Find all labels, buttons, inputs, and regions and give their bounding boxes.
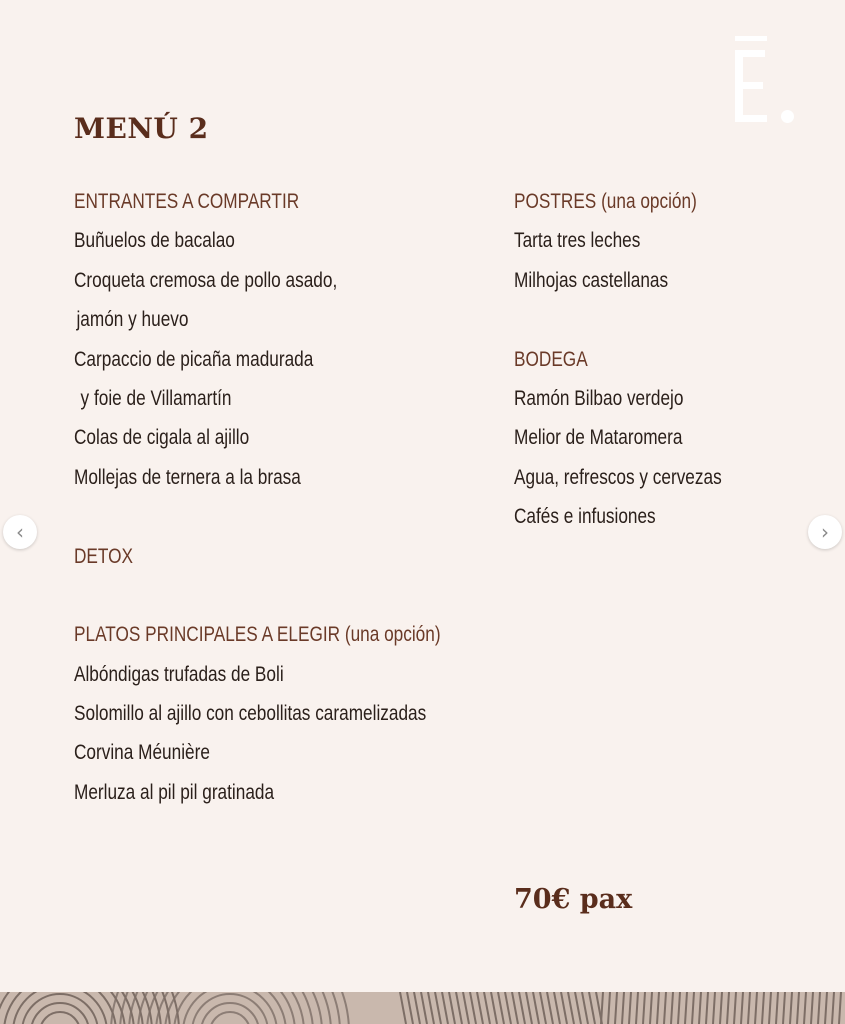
menu-price: 70€ pax: [514, 884, 633, 915]
menu-title: MENÚ 2: [74, 112, 209, 145]
menu-item: jamón y huevo: [76, 308, 189, 332]
section-heading: POSTRES (una opción): [514, 190, 697, 213]
previous-slide-button[interactable]: [3, 515, 37, 549]
menu-item: Merluza al pil pil gratinada: [74, 780, 275, 804]
decorative-pattern-band: [0, 992, 845, 1024]
menu-item: Solomillo al ajillo con cebollitas caramelizadas: [74, 702, 427, 726]
section-heading: ENTRANTES A COMPARTIR: [74, 190, 300, 213]
menu-item: y foie de Villamartín: [80, 386, 232, 410]
right-column: [514, 182, 814, 537]
menu-item: Buñuelos de bacalao: [74, 229, 235, 253]
spacer: [74, 497, 514, 536]
menu-item: Croqueta cremosa de pollo asado,: [74, 268, 338, 292]
section-heading: BODEGA: [514, 347, 588, 371]
menu-item: Ramón Bilbao verdejo: [514, 386, 684, 410]
section-heading: DETOX: [74, 544, 134, 568]
section-heading: PLATOS PRINCIPALES A ELEGIR (una opción): [74, 623, 441, 647]
menu-item: Agua, refrescos y cervezas: [514, 465, 722, 489]
menu-item: Corvina Méunière: [74, 741, 210, 765]
logo: [732, 36, 796, 126]
spacer: [514, 300, 814, 339]
menu-item: Mollejas de ternera a la brasa: [74, 465, 301, 489]
menu-item: Carpaccio de picaña madurada: [74, 347, 314, 371]
menu-item: Cafés e infusiones: [514, 505, 656, 529]
menu-item: Tarta tres leches: [514, 229, 641, 253]
menu-item: Milhojas castellanas: [514, 268, 669, 292]
spacer: [74, 576, 514, 615]
left-column: [74, 182, 514, 812]
chevron-left-icon: ‹: [16, 520, 24, 544]
next-slide-button[interactable]: [808, 515, 842, 549]
menu-item: Albóndigas trufadas de Boli: [74, 662, 284, 686]
menu-item: Melior de Mataromera: [514, 426, 683, 450]
decorative-pattern: [0, 992, 845, 1024]
chevron-right-icon: ›: [821, 520, 829, 544]
menu-item: Colas de cigala al ajillo: [74, 426, 250, 450]
